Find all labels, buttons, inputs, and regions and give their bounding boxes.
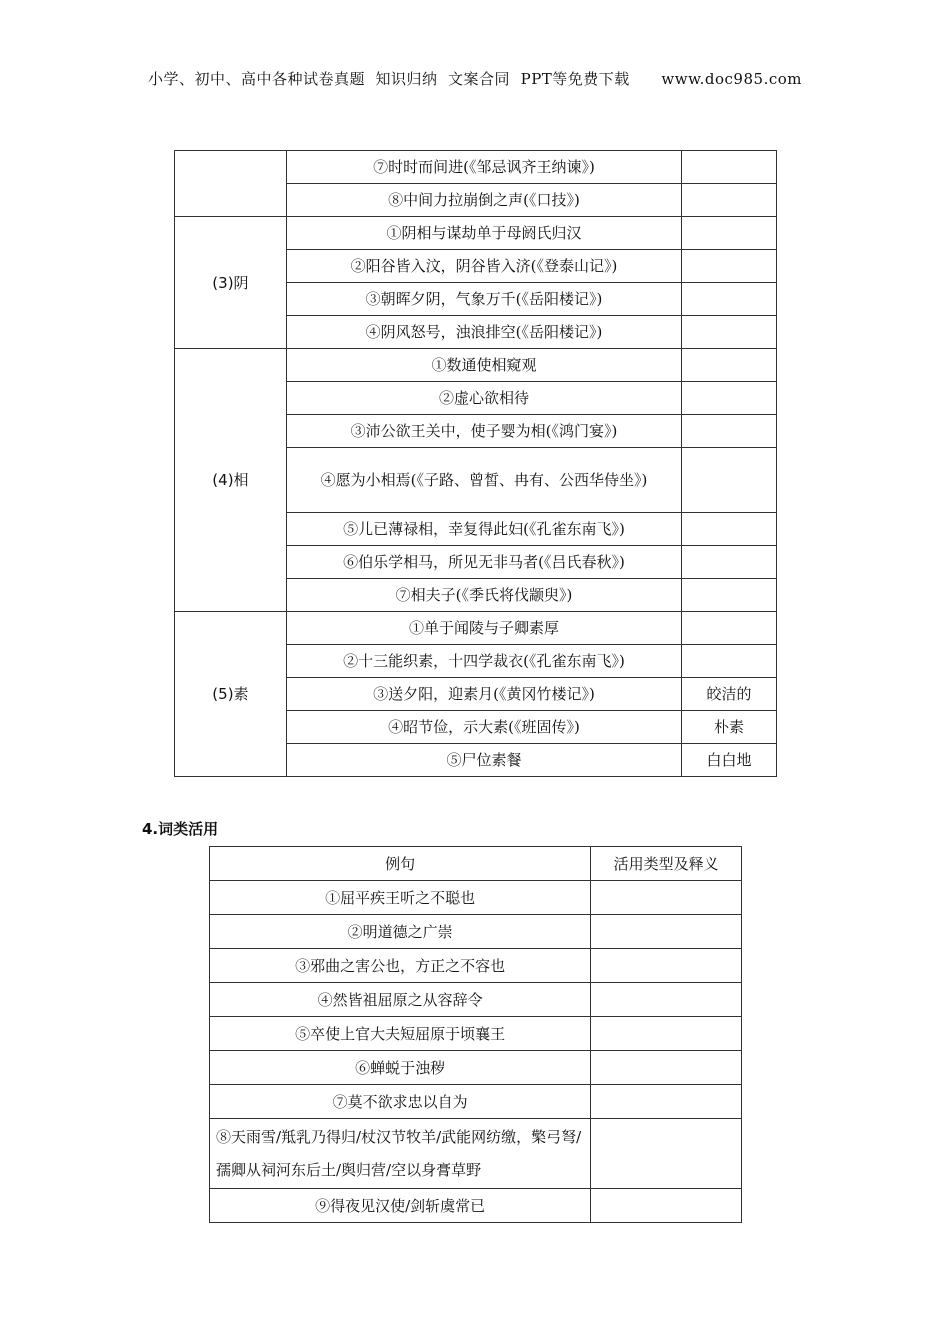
example-cell: ④阴风怒号，浊浪排空(《岳阳楼记》) <box>286 316 681 349</box>
table-row <box>210 1189 742 1223</box>
answer-cell <box>682 546 777 579</box>
word-usage-table <box>209 846 742 1223</box>
table-header-row <box>210 847 742 881</box>
example-cell: ⑤卒使上官大夫短屈原于顷襄王 <box>210 1017 591 1051</box>
answer-cell <box>682 645 777 678</box>
table-row <box>210 983 742 1017</box>
example-cell: ⑦相夫子(《季氏将伐颛臾》) <box>286 579 681 612</box>
example-cell: ①屈平疾王听之不聪也 <box>210 881 591 915</box>
example-cell: ⑦时时而间进(《邹忌讽齐王纳谏》) <box>286 151 681 184</box>
answer-cell <box>682 612 777 645</box>
answer-cell <box>682 579 777 612</box>
table-row <box>210 949 742 983</box>
answer-cell <box>591 1051 742 1085</box>
example-cell: ④昭节俭，示大素(《班固传》) <box>286 711 681 744</box>
answer-cell <box>591 915 742 949</box>
example-cell: ⑤儿已薄禄相，幸复得此妇(《孔雀东南飞》) <box>286 513 681 546</box>
answer-cell: 朴素 <box>682 711 777 744</box>
column-header: 活用类型及释义 <box>591 847 742 881</box>
table-row <box>210 915 742 949</box>
word-cell: (3)阴 <box>175 217 287 349</box>
example-cell: ④然皆祖屈原之从容辞令 <box>210 983 591 1017</box>
answer-cell <box>591 1189 742 1223</box>
answer-cell <box>682 151 777 184</box>
example-cell: ①阴相与谋劫单于母阏氏归汉 <box>286 217 681 250</box>
answer-cell <box>591 1119 742 1189</box>
example-cell: ⑨得夜见汉使/剑斩虞常已 <box>210 1189 591 1223</box>
polysemy-table <box>174 150 777 777</box>
example-cell: ⑧中间力拉崩倒之声(《口技》) <box>286 184 681 217</box>
example-cell: ③朝晖夕阴，气象万千(《岳阳楼记》) <box>286 283 681 316</box>
answer-cell <box>682 250 777 283</box>
section-title: 4.词类活用 <box>142 820 219 838</box>
example-cell: ⑤尸位素餐 <box>286 744 681 777</box>
answer-cell: 皎洁的 <box>682 678 777 711</box>
example-cell: ③送夕阳，迎素月(《黄冈竹楼记》) <box>286 678 681 711</box>
example-cell: ⑥伯乐学相马，所见无非马者(《吕氏春秋》) <box>286 546 681 579</box>
answer-cell <box>591 983 742 1017</box>
example-cell: ③沛公欲王关中，使子婴为相(《鸿门宴》) <box>286 415 681 448</box>
answer-cell <box>682 382 777 415</box>
example-cell: ⑦莫不欲求忠以自为 <box>210 1085 591 1119</box>
answer-cell: 白白地 <box>682 744 777 777</box>
example-cell: ①数通使相窥观 <box>286 349 681 382</box>
example-cell: ④愿为小相焉(《子路、曾皙、冉有、公西华侍坐》) <box>286 448 681 513</box>
example-cell: ②虚心欲相待 <box>286 382 681 415</box>
answer-cell <box>682 513 777 546</box>
answer-cell <box>682 415 777 448</box>
answer-cell <box>682 184 777 217</box>
table-row <box>210 881 742 915</box>
example-cell: ①单于闻陵与子卿素厚 <box>286 612 681 645</box>
table-row <box>175 151 777 184</box>
example-cell: ②十三能织素，十四学裁衣(《孔雀东南飞》) <box>286 645 681 678</box>
answer-cell <box>591 949 742 983</box>
column-header: 例句 <box>210 847 591 881</box>
answer-cell <box>682 448 777 513</box>
table-row <box>175 349 777 382</box>
answer-cell <box>682 349 777 382</box>
answer-cell <box>591 1017 742 1051</box>
table-row <box>210 1119 742 1189</box>
answer-cell <box>591 881 742 915</box>
word-cell: (5)素 <box>175 612 287 777</box>
table-row <box>175 612 777 645</box>
example-cell: ②阳谷皆入汶，阴谷皆入济(《登泰山记》) <box>286 250 681 283</box>
table-row <box>210 1085 742 1119</box>
example-cell: ②明道德之广崇 <box>210 915 591 949</box>
answer-cell <box>682 283 777 316</box>
example-cell: ③邪曲之害公也，方正之不容也 <box>210 949 591 983</box>
page-header: 小学、初中、高中各种试卷真题 知识归纳 文案合同 PPT等免费下载 www.doc985.com <box>147 70 802 88</box>
example-cell: ⑧天雨雪/羝乳乃得归/杖汉节牧羊/武能网纺缴，檠弓弩/孺卿从祠河东后土/舆归营/空以身膏草野 <box>210 1119 591 1189</box>
answer-cell <box>682 217 777 250</box>
table-row <box>175 217 777 250</box>
example-cell: ⑥蝉蜕于浊秽 <box>210 1051 591 1085</box>
table-row <box>210 1051 742 1085</box>
answer-cell <box>682 316 777 349</box>
table-row <box>210 1017 742 1051</box>
word-cell <box>175 151 287 217</box>
word-cell: (4)相 <box>175 349 287 612</box>
answer-cell <box>591 1085 742 1119</box>
